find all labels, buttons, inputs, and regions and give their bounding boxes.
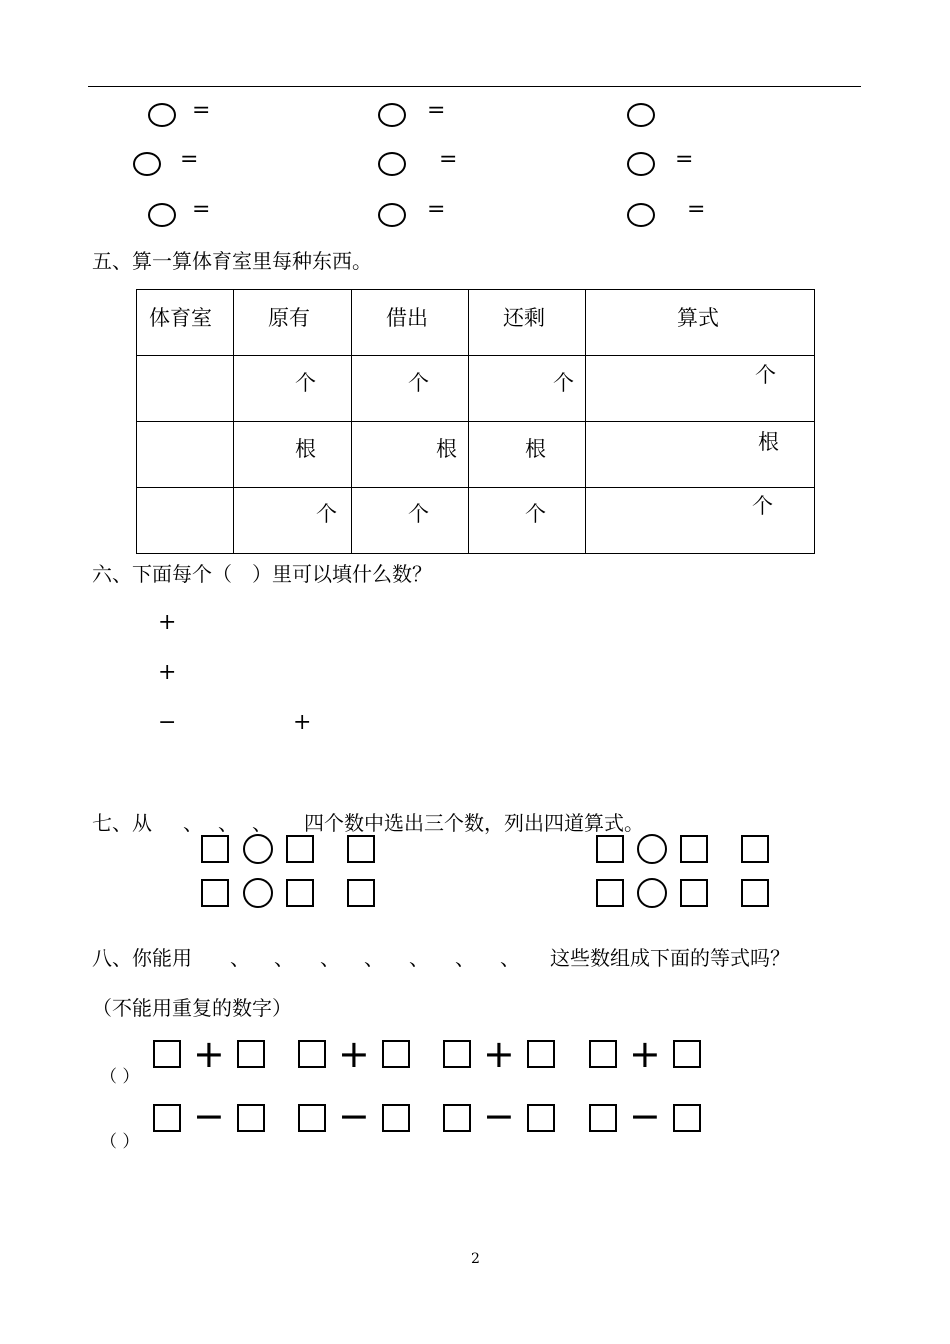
answer-box[interactable] <box>347 879 375 907</box>
header-rule <box>88 86 861 87</box>
answer-box[interactable] <box>153 1040 181 1068</box>
table-cell[interactable]: 根 <box>234 422 352 488</box>
answer-box[interactable] <box>680 879 708 907</box>
section8-title-prefix: 八、你能用 <box>92 946 192 970</box>
answer-box[interactable] <box>347 835 375 863</box>
page-number: 2 <box>471 1251 480 1267</box>
compare-circle[interactable] <box>133 152 161 176</box>
section7-title-suffix: 四个数中选出三个数，列出四道算式。 <box>304 811 644 835</box>
answer-box[interactable] <box>673 1104 701 1132</box>
compare-circle[interactable] <box>378 103 406 127</box>
plus-sign: + <box>338 1032 370 1076</box>
minus-sign: − <box>483 1094 515 1138</box>
equals-sign: = <box>427 98 446 123</box>
sports-room-table <box>136 289 815 554</box>
plus-sign: + <box>629 1032 661 1076</box>
answer-box[interactable] <box>741 835 769 863</box>
section5-title: 五、算一算体育室里每种东西。 <box>92 249 372 273</box>
plus-sign: + <box>158 660 177 685</box>
answer-box[interactable] <box>382 1104 410 1132</box>
plus-sign: + <box>293 710 312 735</box>
operator-circle[interactable] <box>637 878 667 908</box>
compare-circle[interactable] <box>627 103 655 127</box>
row-label[interactable]: （ ） <box>100 1132 140 1152</box>
equals-sign: = <box>427 197 446 222</box>
separator: 、 <box>230 946 250 970</box>
answer-box[interactable] <box>443 1104 471 1132</box>
answer-box[interactable] <box>673 1040 701 1068</box>
equals-sign: = <box>687 197 706 222</box>
answer-box[interactable] <box>680 835 708 863</box>
separator: 、 <box>500 946 520 970</box>
table-cell[interactable] <box>137 356 234 422</box>
minus-sign: − <box>338 1094 370 1138</box>
answer-box[interactable] <box>443 1040 471 1068</box>
separator: 、 <box>320 946 340 970</box>
table-cell[interactable] <box>137 422 234 488</box>
operator-circle[interactable] <box>243 878 273 908</box>
equals-sign: = <box>192 197 211 222</box>
table-cell[interactable]: 根 <box>586 422 815 488</box>
answer-box[interactable] <box>201 879 229 907</box>
answer-box[interactable] <box>741 879 769 907</box>
section8-title-suffix: 这些数组成下面的等式吗？ <box>550 946 790 970</box>
minus-sign: − <box>193 1094 225 1138</box>
table-header-cell: 还剩 <box>469 290 586 356</box>
equals-sign: = <box>180 147 199 172</box>
separator: 、 <box>455 946 475 970</box>
separator: 、 <box>364 946 384 970</box>
table-cell[interactable]: 个 <box>586 356 815 422</box>
operator-circle[interactable] <box>637 834 667 864</box>
answer-box[interactable] <box>527 1104 555 1132</box>
table-header-cell: 体育室 <box>137 290 234 356</box>
minus-sign: − <box>158 710 177 735</box>
answer-box[interactable] <box>237 1104 265 1132</box>
equals-sign: = <box>439 147 458 172</box>
table-cell[interactable]: 根 <box>352 422 469 488</box>
section8-note: （不能用重复的数字） <box>92 996 292 1020</box>
section7-title-prefix: 七、从 <box>92 811 152 835</box>
answer-box[interactable] <box>596 835 624 863</box>
separator: 、 <box>274 946 294 970</box>
operator-circle[interactable] <box>243 834 273 864</box>
separator: 、 <box>409 946 429 970</box>
compare-circle[interactable] <box>627 203 655 227</box>
table-header-cell: 原有 <box>234 290 352 356</box>
table-cell[interactable]: 个 <box>469 488 586 554</box>
minus-sign: − <box>629 1094 661 1138</box>
compare-circle[interactable] <box>627 152 655 176</box>
table-cell[interactable]: 个 <box>234 356 352 422</box>
compare-circle[interactable] <box>148 203 176 227</box>
table-cell[interactable]: 根 <box>469 422 586 488</box>
answer-box[interactable] <box>201 835 229 863</box>
answer-box[interactable] <box>298 1040 326 1068</box>
answer-box[interactable] <box>596 879 624 907</box>
separator: 、 <box>183 811 203 835</box>
separator: 、 <box>218 811 238 835</box>
row-label[interactable]: （ ） <box>100 1067 140 1087</box>
separator: 、 <box>252 811 272 835</box>
compare-circle[interactable] <box>148 103 176 127</box>
answer-box[interactable] <box>286 835 314 863</box>
answer-box[interactable] <box>589 1040 617 1068</box>
answer-box[interactable] <box>589 1104 617 1132</box>
table-header-cell: 借出 <box>352 290 469 356</box>
answer-box[interactable] <box>286 879 314 907</box>
answer-box[interactable] <box>153 1104 181 1132</box>
plus-sign: + <box>158 610 177 635</box>
table-cell[interactable]: 个 <box>586 488 815 554</box>
table-cell[interactable]: 个 <box>352 488 469 554</box>
plus-sign: + <box>483 1032 515 1076</box>
plus-sign: + <box>193 1032 225 1076</box>
equals-sign: = <box>192 98 211 123</box>
compare-circle[interactable] <box>378 152 406 176</box>
table-header-cell: 算式 <box>586 290 815 356</box>
table-cell[interactable] <box>137 488 234 554</box>
table-cell[interactable]: 个 <box>234 488 352 554</box>
equals-sign: = <box>675 147 694 172</box>
table-cell[interactable]: 个 <box>469 356 586 422</box>
compare-circle[interactable] <box>378 203 406 227</box>
answer-box[interactable] <box>237 1040 265 1068</box>
answer-box[interactable] <box>298 1104 326 1132</box>
answer-box[interactable] <box>382 1040 410 1068</box>
table-cell[interactable]: 个 <box>352 356 469 422</box>
answer-box[interactable] <box>527 1040 555 1068</box>
section6-title: 六、下面每个（ ）里可以填什么数？ <box>92 562 432 586</box>
